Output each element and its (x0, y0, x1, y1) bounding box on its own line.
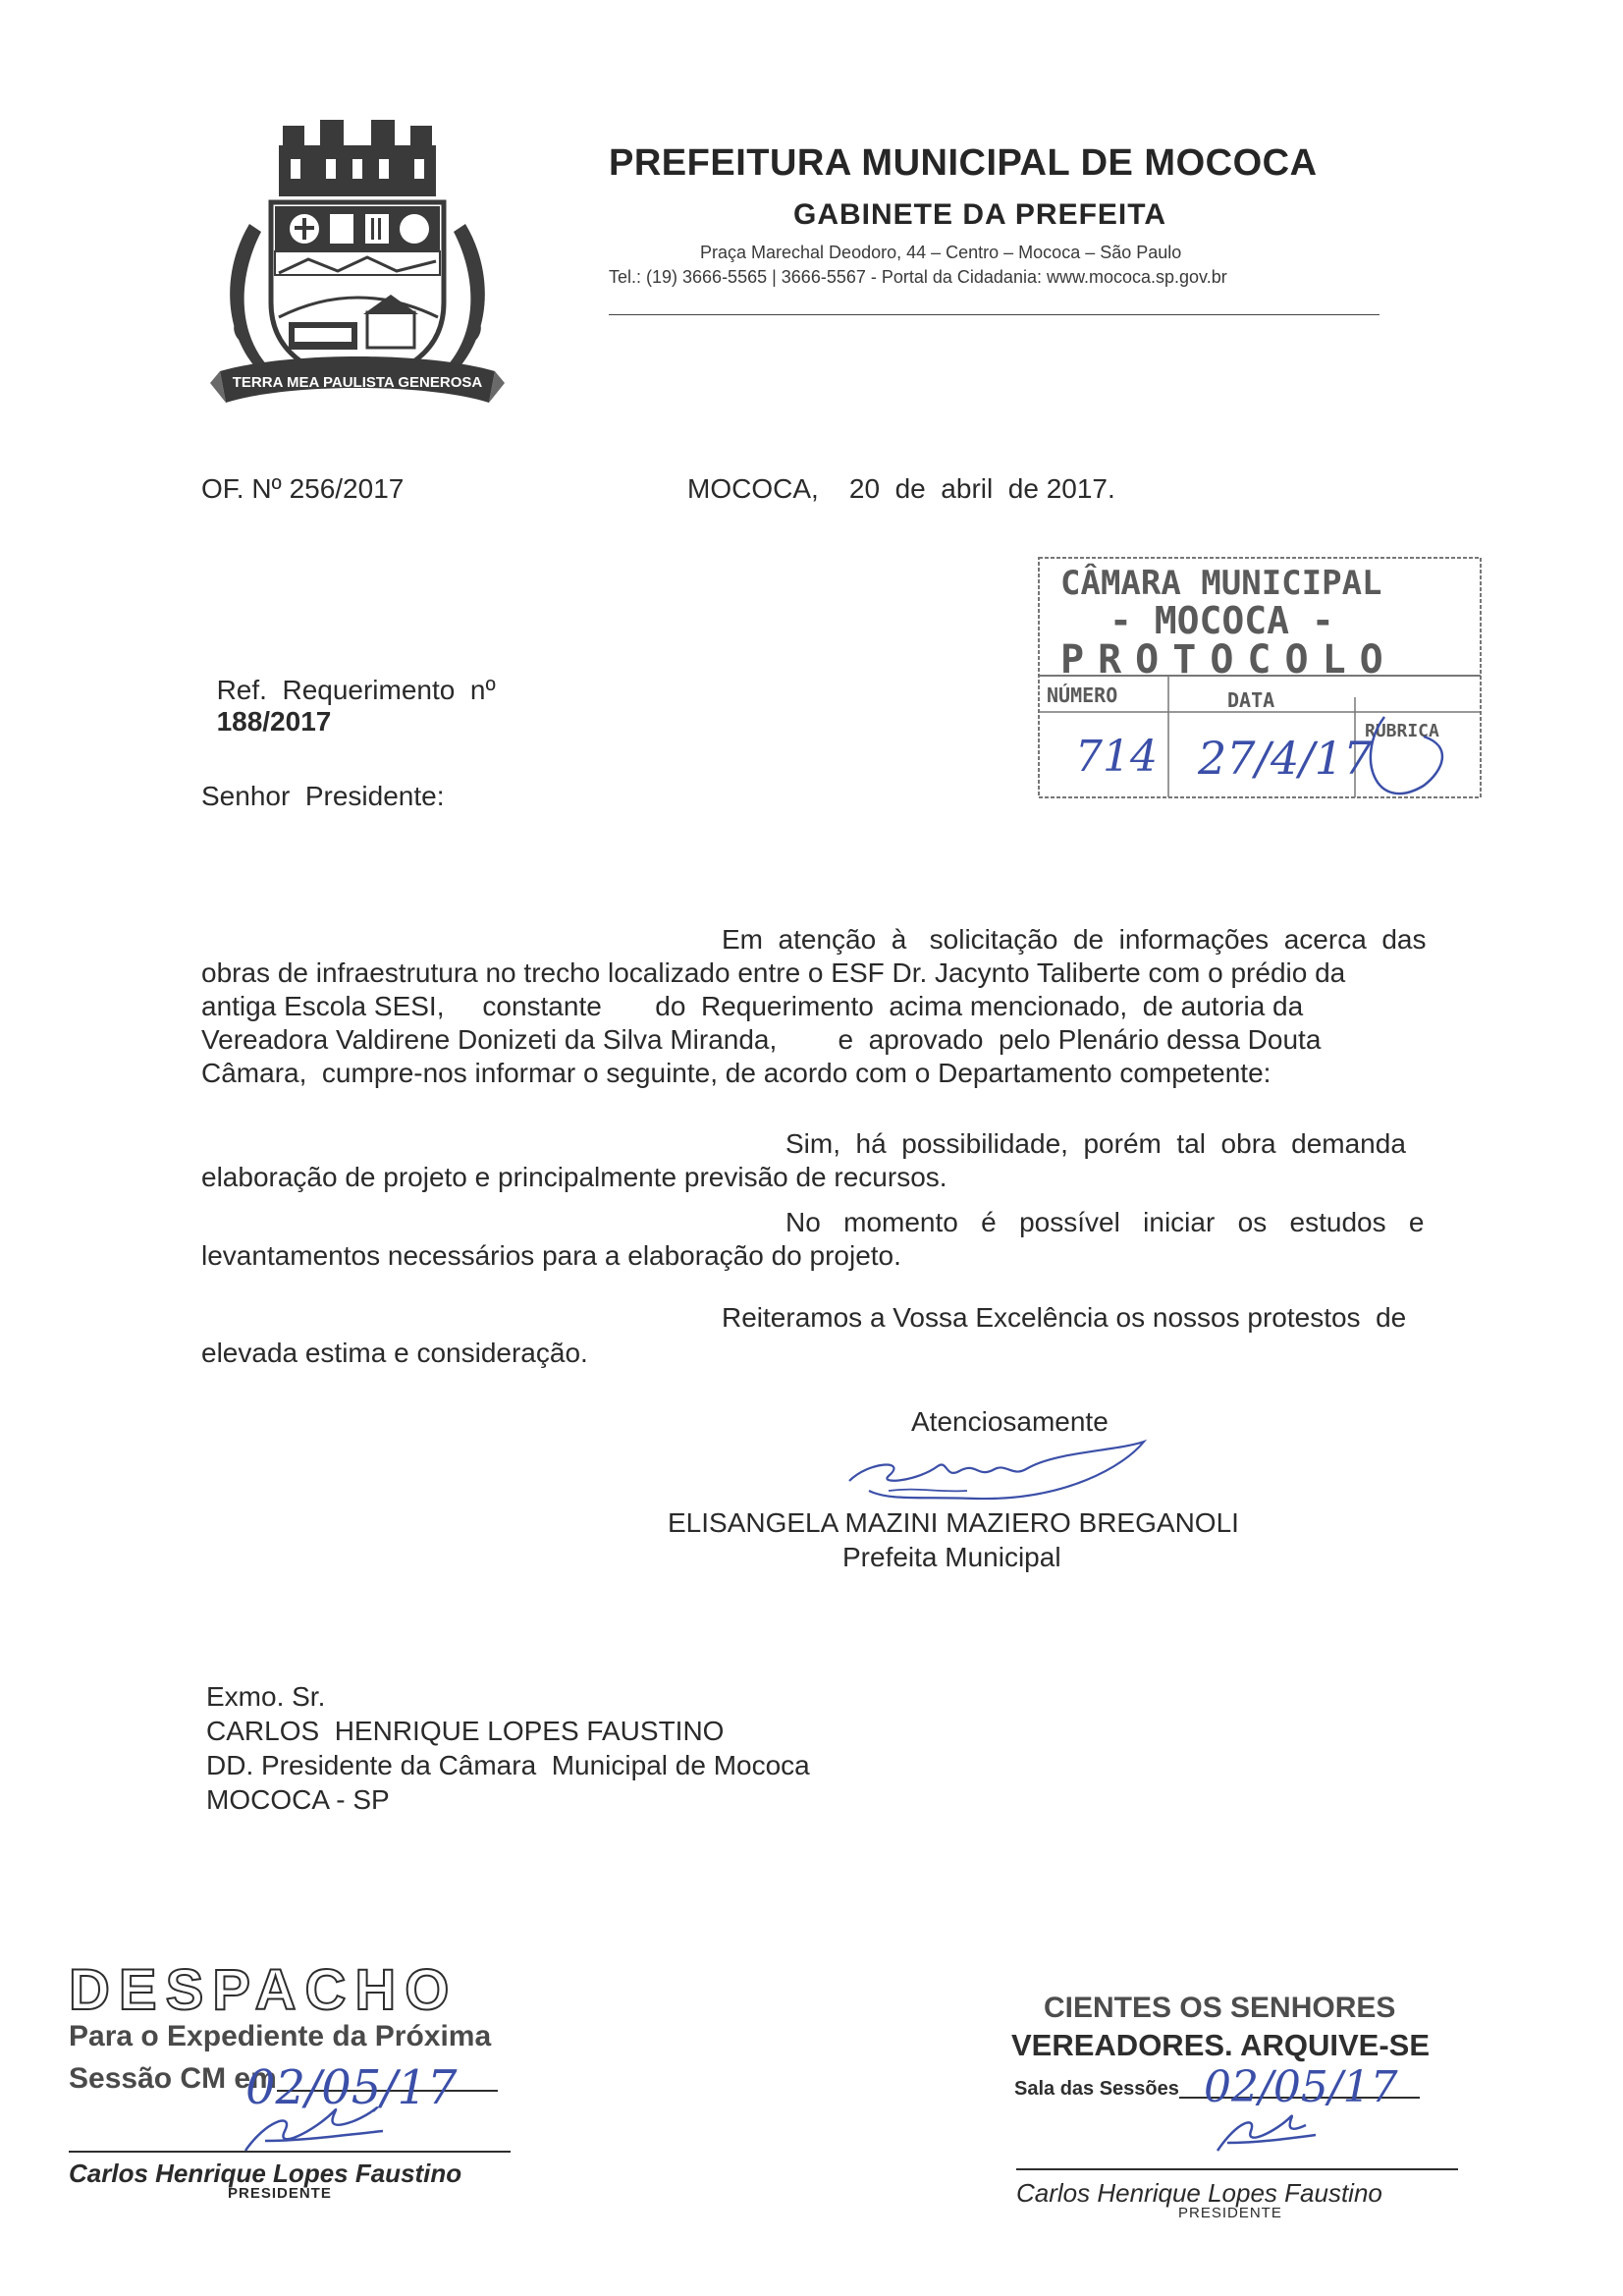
header-title: PREFEITURA MUNICIPAL DE MOCOCA (609, 142, 1318, 184)
paragraph-line: elaboração de projeto e principalmente previsão de recursos. (201, 1162, 947, 1192)
header-divider (609, 314, 1380, 315)
cientes-signer-name: Carlos Henrique Lopes Faustino (1016, 2178, 1382, 2208)
office-number: OF. Nº 256/2017 (201, 473, 405, 504)
paragraph-line: elevada estima e consideração. (201, 1338, 588, 1368)
numero-label: NÚMERO (1047, 683, 1118, 707)
recipient-position: DD. Presidente da Câmara Municipal de Mococa (206, 1750, 810, 1780)
cientes-signer-role: PRESIDENTE (1178, 2205, 1282, 2221)
mayor-signature (830, 1422, 1154, 1510)
paragraph-line: No momento é possível iniciar os estudos e (785, 1207, 1425, 1237)
recipient-salutation: Exmo. Sr. (206, 1681, 326, 1712)
despacho-line-1: Para o Expediente da Próxima (69, 2020, 492, 2052)
paragraph-line: Em atenção à solicitação de informações acerca das (722, 924, 1427, 955)
signer-role: Prefeita Municipal (842, 1542, 1061, 1572)
numero-value: 714 (1075, 732, 1158, 782)
stamp-line-1: CÂMARA MUNICIPAL (1060, 564, 1382, 603)
recipient-city: MOCOCA - SP (206, 1784, 390, 1815)
svg-text:02/05/17: 02/05/17 (1204, 2062, 1398, 2112)
signer-name: ELISANGELA MAZINI MAZIERO BREGANOLI (668, 1507, 1239, 1538)
recipient-block (206, 1679, 810, 1817)
cientes-line-1: CIENTES OS SENHORES (1044, 1992, 1396, 2024)
header-contact: Tel.: (19) 3666-5565 | 3666-5567 - Portal da Cidadania: www.mococa.sp.gov.br (609, 267, 1227, 287)
greeting: Senhor Presidente: (201, 781, 445, 811)
data-value: 27/4/17 (1198, 732, 1373, 785)
closing: Atenciosamente (911, 1406, 1109, 1437)
protocol-stamp (1031, 550, 1490, 805)
paragraph-1 (201, 923, 1492, 1090)
paragraph-line: antiga Escola SESI, constante do Requerimento acima mencionado, de autoria da (201, 991, 1304, 1021)
letter-date: MOCOCA, 20 de abril de 2017. (687, 473, 1115, 504)
svg-text:02/05/17: 02/05/17 (245, 2060, 458, 2115)
paragraph-4 (201, 1301, 1492, 1370)
cientes-signature (1208, 2102, 1325, 2160)
data-label: DATA (1227, 688, 1275, 712)
paragraph-line: Câmara, cumpre-nos informar o seguinte, de acordo com o Departamento competente: (201, 1058, 1271, 1088)
header-subtitle: GABINETE DA PREFEITA (793, 198, 1167, 231)
despacho-signer-role: PRESIDENTE (228, 2185, 332, 2202)
recipient-name: CARLOS HENRIQUE LOPES FAUSTINO (206, 1716, 725, 1746)
paragraph-2 (201, 1127, 1492, 1194)
paragraph-line: obras de infraestrutura no trecho localizado entre o ESF Dr. Jacynto Taliberte com o prédio da (201, 957, 1346, 988)
despacho-signature-line (69, 2151, 511, 2153)
cientes-session-label: Sala das Sessões (1014, 2078, 1179, 2100)
despacho-title: DESPACHO (69, 1958, 459, 2022)
rubrica-label: RÚBRICA (1365, 721, 1439, 741)
paragraph-line: Reiteramos a Vossa Excelência os nossos protestos de (722, 1302, 1407, 1333)
reference-number: 188/2017 (216, 706, 332, 737)
paragraph-line: Sim, há possibilidade, porém tal obra demanda (785, 1128, 1406, 1159)
cientes-signature-line (1016, 2168, 1458, 2170)
paragraph-line: Vereadora Valdirene Donizeti da Silva Miranda, e aprovado pelo Plenário dessa Douta (201, 1024, 1322, 1055)
despacho-session-label: Sessão CM em (69, 2062, 277, 2095)
header-address: Praça Marechal Deodoro, 44 – Centro – Mococa – São Paulo (700, 243, 1182, 262)
municipal-crest-logo (210, 116, 505, 430)
reference-label: Ref. Requerimento nº (216, 675, 496, 705)
reference (201, 643, 526, 738)
stamp-line-2: - MOCOCA - (1109, 599, 1334, 642)
crest-motto: TERRA MEA PAULISTA GENEROSA (232, 374, 483, 391)
stamp-line-3: PROTOCOLO (1060, 637, 1397, 683)
paragraph-line: levantamentos necessários para a elaboração do projeto. (201, 1240, 901, 1271)
cientes-line-2: VEREADORES. ARQUIVE-SE (1011, 2028, 1431, 2062)
despacho-signer-name: Carlos Henrique Lopes Faustino (69, 2159, 462, 2188)
paragraph-3 (201, 1206, 1492, 1273)
